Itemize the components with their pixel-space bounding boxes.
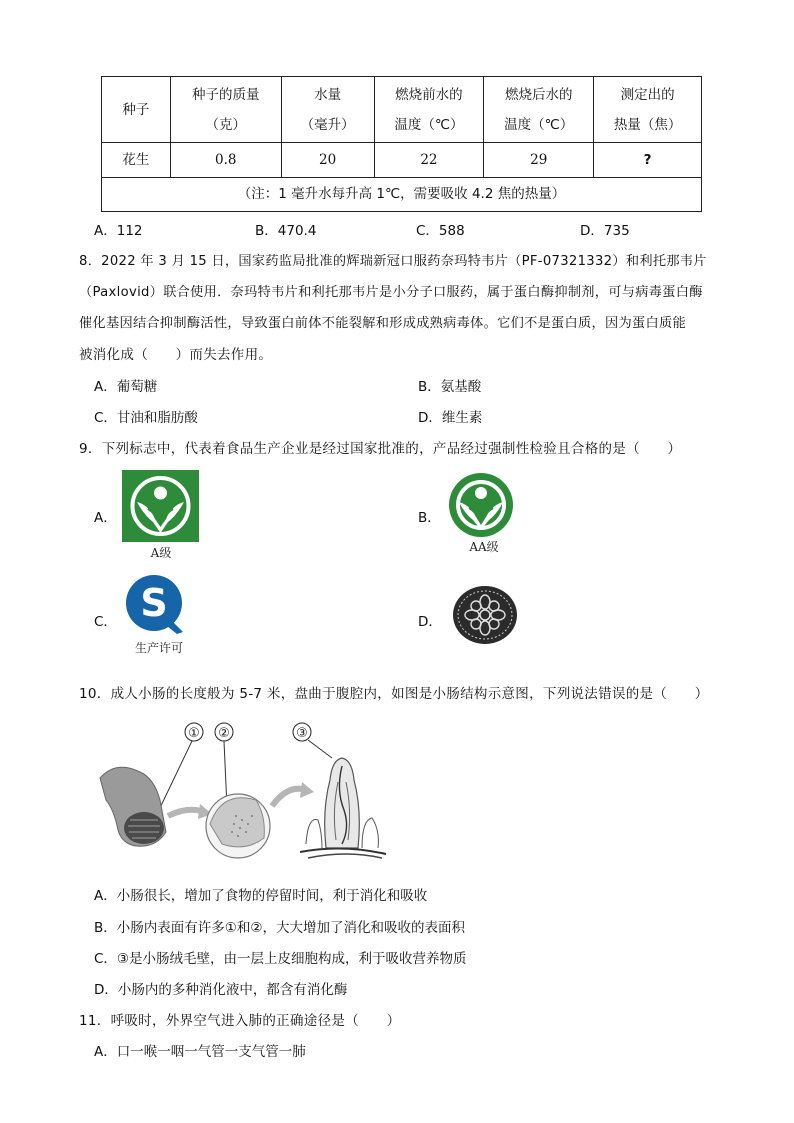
q8-stem-line-3: 催化基因结合抑制酶活性，导致蛋白前体不能裂解和形成成熟病毒体。它们不是蛋白质，因为蛋白质能 [79,316,686,331]
q9-option-d[interactable]: D． [418,614,442,630]
q7-option-b[interactable]: B．470.4 [255,223,317,239]
q10-option-d[interactable]: D．小肠内的多种消化液中，都含有消化酶 [94,982,348,998]
svg-text:S: S [140,581,168,625]
q9-option-c[interactable]: C． [94,614,117,630]
header-water: 水量 （毫升） [281,77,374,143]
header-seed-mass: 种子的质量 （克） [170,77,281,143]
cell-heat: ? [594,143,702,177]
small-intestine-diagram [96,720,396,860]
q8-stem-line-2: （Paxlovid）联合使用．奈玛特韦片和利托那韦片是小分子口服药，属于蛋白酶抑制剂，可与病毒蛋白酶 [79,285,703,300]
table-row [102,143,702,177]
cell-temp-before: 22 [374,143,484,177]
cell-mass: 0.8 [170,143,281,177]
table-header-row [102,77,702,143]
q11-option-a[interactable]: A．口一喉一咽一气管一支气管一肺 [94,1044,306,1060]
qs-production-license-logo-icon[interactable] [123,574,193,656]
header-temp-after: 燃烧后水的 温度（℃） [484,77,594,143]
q8-option-c[interactable]: C．甘油和脂肪酸 [94,410,198,426]
q9-stem: 9．下列标志中，代表着食品生产企业是经过国家批准的，产品经过强制性检验且合格的是（ ） [79,441,682,457]
cell-temp-after: 29 [484,143,594,177]
table-note: （注：1 毫升水每升高 1℃，需要吸收 4.2 焦的热量） [102,177,702,211]
q7-option-c[interactable]: C．588 [416,223,465,239]
q10-stem: 10．成人小肠的长度般为 5-7 米，盘曲于腹腔内，如图是小肠结构示意图，下列说法错误的是（ ） [79,686,709,702]
label-3: ③ [296,726,308,741]
q9-option-b[interactable]: B． [418,510,441,526]
header-heat: 测定出的 热量（焦） [594,77,702,143]
q8-option-d[interactable]: D．维生素 [418,410,483,426]
label-2: ② [218,726,230,741]
q7-option-a[interactable]: A．112 [94,223,143,239]
q10-option-b[interactable]: B．小肠内表面有许多①和②，大大增加了消化和吸收的表面积 [94,920,465,936]
q10-option-a[interactable]: A．小肠很长，增加了食物的停留时间，利于消化和吸收 [94,888,428,904]
round-seal-logo-icon[interactable] [452,585,518,645]
q11-stem: 11．呼吸时，外界空气进入肺的正确途径是（ ） [79,1013,401,1029]
logo-aa-caption: AA级 [469,540,499,554]
q8-stem-line-4: 被消化成（ ）而失去作用。 [79,347,273,363]
cell-water: 20 [281,143,374,177]
cell-seed: 花生 [102,143,171,177]
experiment-table [101,76,702,212]
green-food-a-logo-icon[interactable] [121,469,201,561]
logo-c-caption: 生产许可 [134,641,184,655]
green-food-aa-logo-icon[interactable] [446,471,524,555]
q9-option-a[interactable]: A． [94,510,117,526]
table-note-row [102,177,702,211]
q8-stem-line-1: 8．2022 年 3 月 15 日，国家药监局批准的辉瑞新冠口服药奈玛特韦片（PF-07321332）和利托那韦片 [79,254,707,269]
header-seed: 种子 [102,77,171,143]
logo-a-caption: A级 [150,546,172,560]
q10-option-c[interactable]: C．③是小肠绒毛壁，由一层上皮细胞构成，利于吸收营养物质 [94,951,467,967]
header-temp-before: 燃烧前水的 温度（℃） [374,77,484,143]
label-1: ① [188,726,200,741]
q8-option-a[interactable]: A．葡萄糖 [94,379,158,395]
q8-option-b[interactable]: B．氨基酸 [418,379,482,395]
q7-option-d[interactable]: D．735 [580,223,630,239]
